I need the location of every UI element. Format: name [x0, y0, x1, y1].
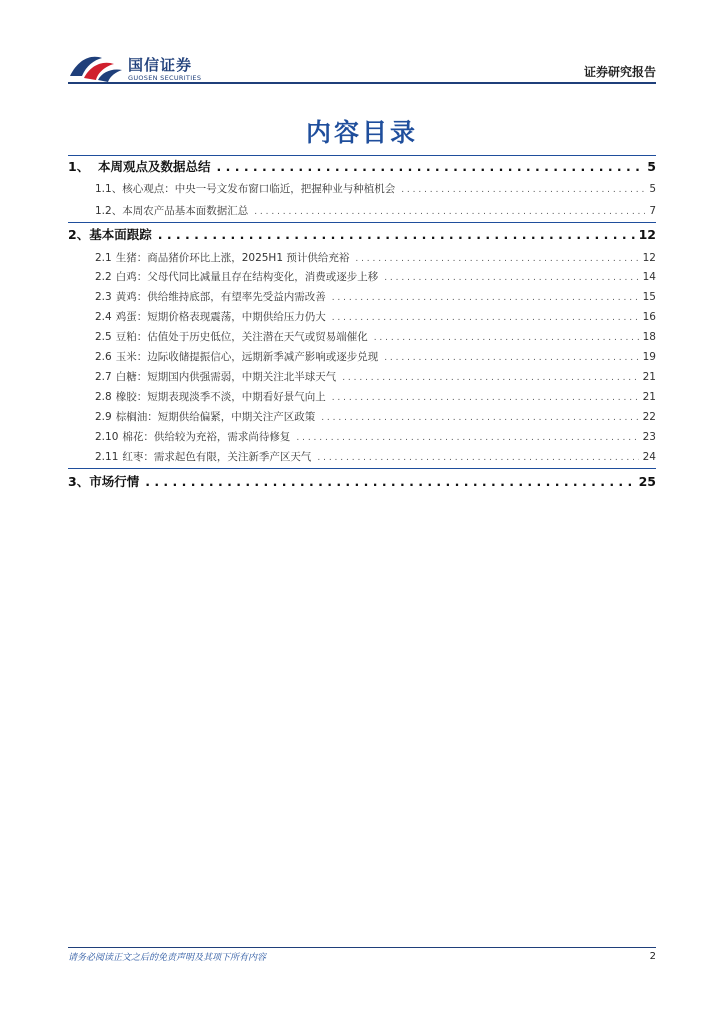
toc-entry-2-7[interactable] [68, 369, 656, 384]
toc-entry-page: 5 [647, 159, 656, 174]
toc-entry-page: 25 [638, 474, 656, 489]
page-number: 2 [649, 951, 656, 962]
toc-entry-number: 2.2 [95, 271, 112, 283]
toc-entry-2-2[interactable] [68, 269, 656, 284]
toc-entry-number: 2、 [68, 227, 90, 242]
toc-entry-page: 16 [642, 311, 656, 323]
toc-entry-number: 2.10 [95, 431, 119, 443]
toc-entry-number: 2.9 [95, 411, 112, 423]
guosen-logo [68, 50, 202, 84]
toc-entry-page: 22 [642, 411, 656, 423]
toc-leader-dots [145, 474, 634, 489]
toc-entry-number: 2.1 [95, 252, 112, 264]
toc-entry-1[interactable] [68, 157, 656, 175]
toc-entry-page: 23 [642, 431, 656, 443]
toc-entry-number: 2.6 [95, 351, 112, 363]
toc-section-divider [68, 222, 656, 223]
toc-entry-title: 棕榈油：短期供给偏紧，中期关注产区政策 [115, 411, 316, 423]
toc-entry-title: 市场行情 [89, 474, 140, 489]
toc-leader-dots [342, 371, 638, 383]
toc-leader-dots [374, 331, 639, 343]
toc-entry-2-4[interactable] [68, 309, 656, 324]
toc-leader-dots [321, 411, 638, 423]
toc-entry-number: 3、 [68, 474, 90, 489]
toc-entry-page: 12 [638, 227, 656, 242]
toc-leader-dots [296, 431, 638, 443]
toc-leader-dots [332, 311, 639, 323]
toc-entry-number: 2.4 [95, 311, 112, 323]
toc-entry-2-9[interactable] [68, 409, 656, 424]
toc-entry-page: 21 [642, 371, 656, 383]
toc-entry-1-2[interactable] [68, 203, 656, 218]
toc-entry-page: 5 [649, 183, 656, 195]
toc-leader-dots [317, 451, 638, 463]
toc-entry-title: 鸡蛋：短期价格表现震荡，中期供给压力仍大 [115, 311, 326, 323]
toc-entry-1-1[interactable] [68, 181, 656, 196]
toc-entry-title: 本周观点及数据总结 [98, 159, 211, 174]
toc-entry-number: 1.1、 [95, 183, 123, 195]
toc-title-divider [68, 155, 656, 156]
toc-entry-title: 豆粕：估值处于历史低位，关注潜在天气或贸易端催化 [115, 331, 368, 343]
footer-disclaimer: 请务必阅读正文之后的免责声明及其项下所有内容 [68, 953, 267, 963]
logo-english-name: GUOSEN SECURITIES [128, 74, 202, 82]
toc-entry-title: 基本面跟踪 [89, 227, 152, 242]
toc-leader-dots [384, 351, 638, 363]
logo-chinese-name: 国信证券 [128, 56, 193, 74]
toc-section-divider [68, 468, 656, 469]
toc-entry-title: 红枣：需求起色有限，关注新季产区天气 [122, 451, 312, 463]
toc-entry-title: 白鸡：父母代同比减量且存在结构变化，消费或逐步上移 [115, 271, 379, 283]
toc-leader-dots [217, 159, 644, 174]
toc-entry-page: 24 [642, 451, 656, 463]
toc-entry-page: 12 [642, 252, 656, 264]
toc-entry-number: 2.8 [95, 391, 112, 403]
toc-leader-dots [384, 271, 638, 283]
toc-entry-2-5[interactable] [68, 329, 656, 344]
toc-entry-3[interactable] [68, 472, 656, 490]
toc-leader-dots [332, 391, 639, 403]
toc-entry-number: 1.2、 [95, 205, 123, 217]
toc-entry-2-6[interactable] [68, 349, 656, 364]
toc-leader-dots [401, 183, 645, 195]
toc-leader-dots [158, 227, 635, 242]
toc-title: 内容目录 [305, 118, 418, 147]
report-type-label: 证券研究报告 [583, 65, 656, 79]
toc-entry-page: 14 [642, 271, 656, 283]
toc-entry-2[interactable] [68, 225, 656, 243]
toc-entry-2-8[interactable] [68, 389, 656, 404]
toc-entry-2-10[interactable] [68, 429, 656, 444]
toc-leader-dots [355, 252, 638, 264]
guosen-logo-icon [68, 50, 124, 82]
toc-entry-number: 2.11 [95, 451, 119, 463]
toc-entry-page: 7 [649, 205, 656, 217]
toc-entry-title: 玉米：边际收储提振信心，远期新季减产影响或逐步兑现 [115, 351, 379, 363]
toc-entry-title: 橡胶：短期表现淡季不淡，中期看好景气向上 [115, 391, 326, 403]
toc-entry-2-1[interactable] [68, 250, 656, 265]
header-divider [68, 82, 656, 84]
toc-entry-page: 18 [642, 331, 656, 343]
page-header [68, 48, 656, 84]
toc-entry-title: 白糖：短期国内供强需弱，中期关注北半球天气 [115, 371, 337, 383]
toc-entry-number: 1、 [68, 159, 90, 174]
toc-entry-title: 黄鸡：供给维持底部，有望率先受益内需改善 [115, 291, 326, 303]
toc-entry-title: 核心观点：中央一号文发布窗口临近，把握种业与种植机会 [122, 183, 396, 195]
toc-entry-2-3[interactable] [68, 289, 656, 304]
toc-leader-dots [254, 205, 645, 217]
toc-entry-number: 2.5 [95, 331, 112, 343]
toc-entry-title: 本周农产品基本面数据汇总 [122, 205, 249, 217]
toc-entry-page: 15 [642, 291, 656, 303]
toc-entry-title: 生猪：商品猪价环比上涨，2025H1 预计供给充裕 [115, 252, 350, 264]
toc-entry-2-11[interactable] [68, 449, 656, 464]
toc-entry-page: 21 [642, 391, 656, 403]
toc-entry-number: 2.3 [95, 291, 112, 303]
toc-entry-title: 棉花：供给较为充裕，需求尚待修复 [122, 431, 291, 443]
toc-entry-number: 2.7 [95, 371, 112, 383]
toc-leader-dots [332, 291, 639, 303]
footer-divider [68, 947, 656, 948]
toc-entry-page: 19 [642, 351, 656, 363]
